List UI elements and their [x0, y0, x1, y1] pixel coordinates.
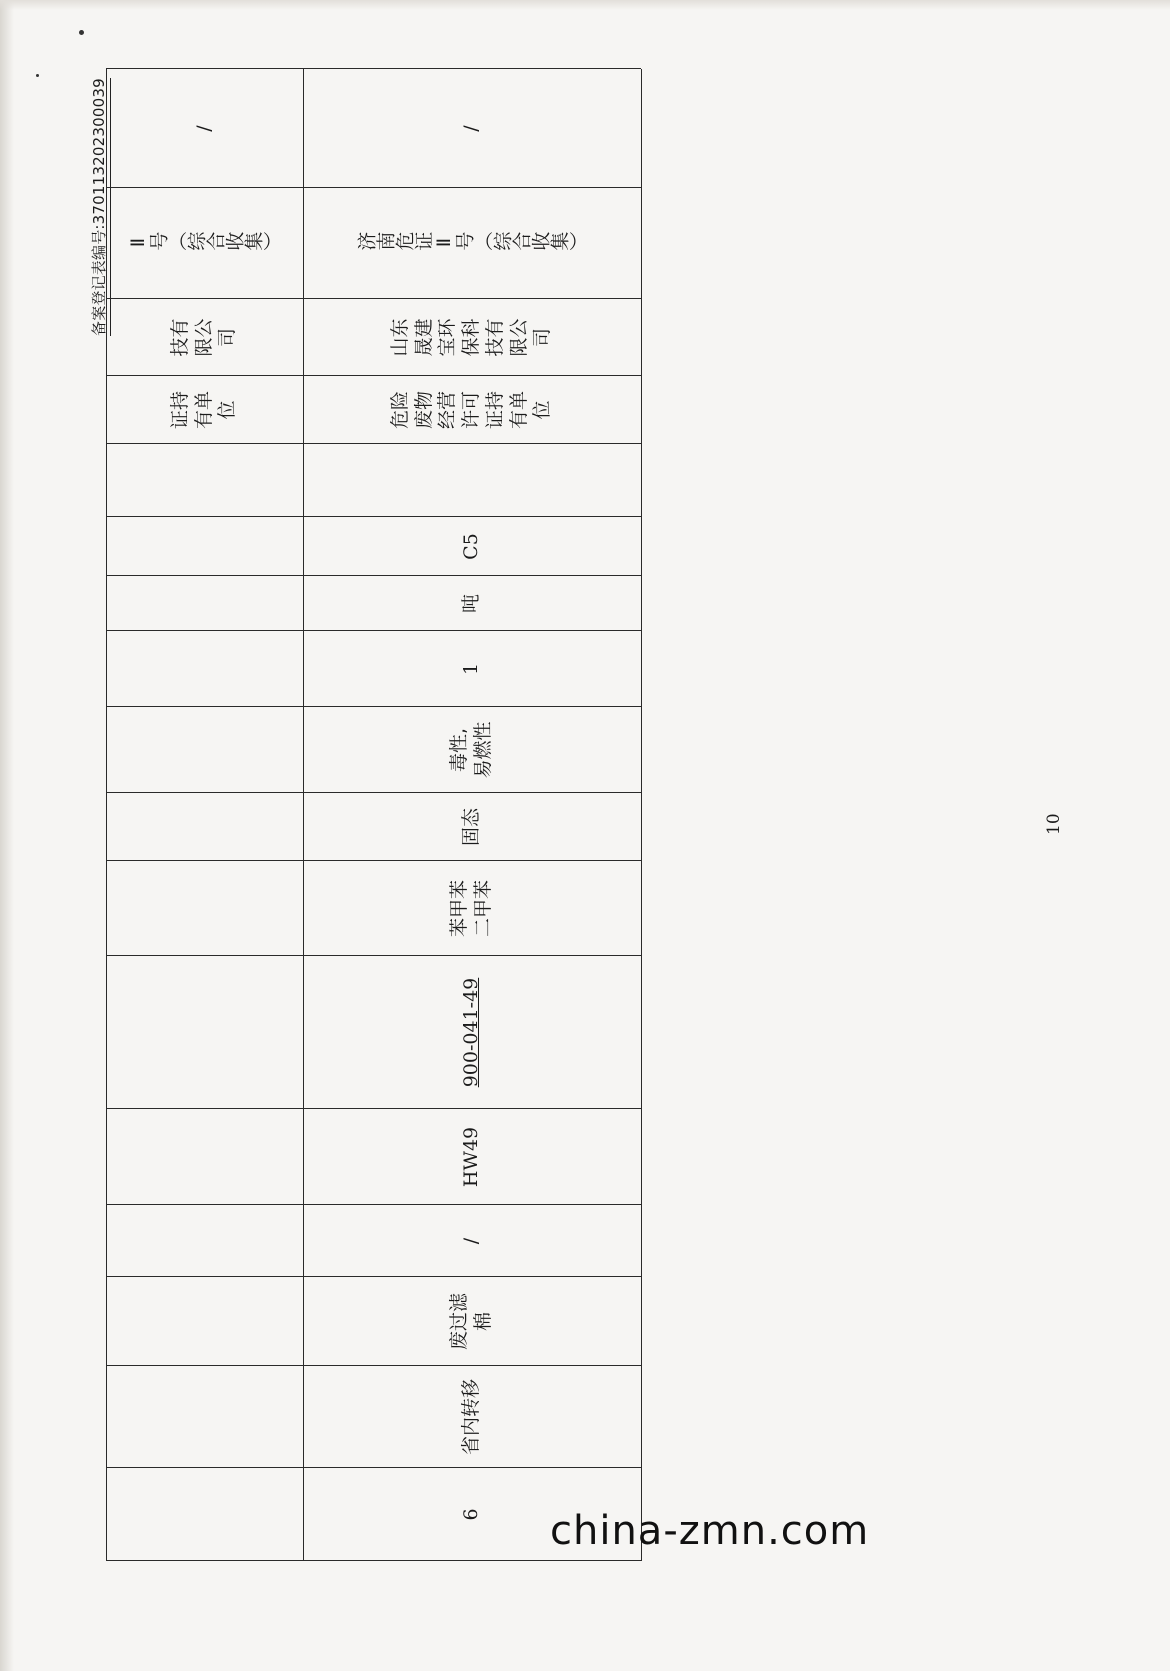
- cell-disposal-method: C5: [460, 533, 483, 560]
- registration-number: 备案登记表编号:370113202300039: [88, 78, 111, 336]
- cell-top-col14: /: [192, 125, 215, 132]
- cell-hazardous-component: 苯甲苯 二甲苯: [448, 880, 494, 938]
- cell-quantity: 1: [460, 662, 483, 676]
- cell-seq: 6: [460, 1508, 483, 1521]
- cell-top-company: 技有 限公 司: [168, 318, 239, 357]
- cell-waste-category: HW49: [460, 1126, 483, 1188]
- cell-top-license: Ⅱ号（综合收集）: [127, 231, 282, 254]
- watermark-text: china-zmn.com: [550, 1508, 870, 1554]
- cell-unit: 吨: [460, 594, 483, 614]
- page-number: 10: [1044, 813, 1064, 835]
- cell-top-holder-label: 证持 有单 位: [168, 391, 239, 430]
- table-border-bottom: [641, 69, 642, 1561]
- hazardous-waste-table: [106, 69, 641, 1561]
- cell-blank-1: [303, 444, 641, 517]
- cell-transfer-type: 省内转移: [460, 1379, 483, 1456]
- cell-holder-label: 危险 废物 经营 许可 证持 有单 位: [388, 391, 554, 430]
- cell-waste-name: 废过滤 棉: [448, 1293, 494, 1351]
- cell-col14: /: [460, 125, 483, 132]
- cell-license: 济南危证Ⅱ号（综合收集）: [356, 231, 588, 254]
- cell-waste-code: 900-041-49: [460, 977, 483, 1088]
- cell-physical-state: 固态: [460, 808, 483, 847]
- cell-hazard-property: 毒性, 易燃性: [448, 721, 494, 779]
- cell-company: 山东 晟建 宝环 保科 技有 限公 司: [388, 318, 554, 357]
- cell-col4: /: [460, 1237, 483, 1245]
